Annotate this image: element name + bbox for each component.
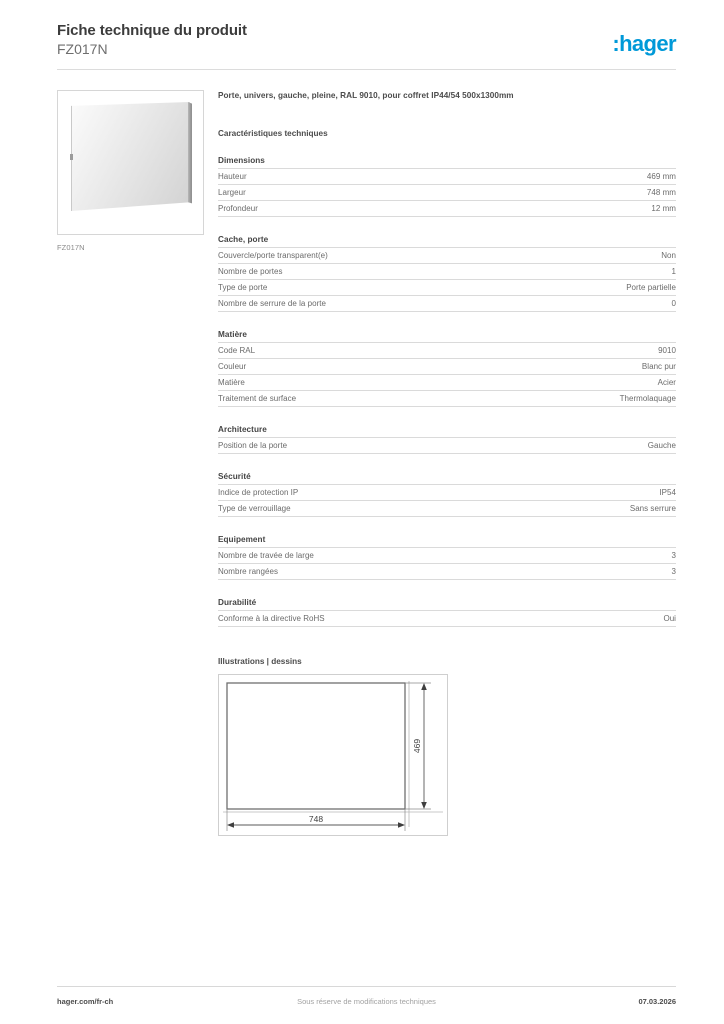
drawing-product-outline [227,683,405,809]
page-header [57,22,676,70]
page-title: Fiche technique du produit [57,22,247,39]
specification-group-title: Durabilité [218,598,257,607]
spec-value: 0 [671,299,676,308]
specification-group [218,535,676,580]
table-row [218,248,676,264]
specification-group [218,235,676,312]
specification-group [218,330,676,407]
table-row [218,564,676,580]
spec-label: Hauteur [218,172,247,181]
spec-label: Nombre de portes [218,267,283,276]
spec-value: Acier [657,378,676,387]
door-panel-face [71,102,190,211]
specifications-heading: Caractéristiques techniques [218,129,328,138]
spec-label: Nombre rangées [218,567,279,576]
technical-drawing [218,674,448,836]
table-row [218,169,676,185]
hager-logo: :hager [612,31,676,56]
spec-value: 469 mm [646,172,676,181]
table-row [218,548,676,564]
door-latch-marker [70,154,73,160]
spec-label: Conforme à la directive RoHS [218,614,325,623]
drawing-arrow-left [227,822,234,828]
spec-label: Couvercle/porte transparent(e) [218,251,328,260]
spec-label: Type de verrouillage [218,504,291,513]
spec-value: Thermolaquage [619,394,676,403]
product-description: Porte, univers, gauche, pleine, RAL 9010, pour coffret IP44/54 500x1300mm [218,91,514,100]
spec-value: 748 mm [646,188,676,197]
spec-value: IP54 [659,488,676,497]
specification-group [218,156,676,217]
table-row [218,375,676,391]
drawing-arrow-down [421,802,427,809]
specification-table [218,547,676,580]
footer-disclaimer: Sous réserve de modifications techniques [297,997,436,1006]
table-row [218,359,676,375]
spec-value: 9010 [658,346,676,355]
main-content [218,90,676,836]
specification-group-title: Dimensions [218,156,265,165]
spec-value: Gauche [647,441,676,450]
table-row [218,201,676,217]
spec-value: Oui [663,614,676,623]
door-panel-edge [188,102,192,211]
specification-group-title: Equipement [218,535,266,544]
specification-table [218,168,676,217]
spec-label: Matière [218,378,245,387]
spec-label: Couleur [218,362,247,371]
product-door-illustration [68,102,194,212]
spec-label: Type de porte [218,283,268,292]
table-row [218,296,676,312]
specification-table [218,437,676,454]
table-row [218,438,676,454]
table-row [218,501,676,517]
technical-drawing-svg [219,675,447,835]
specification-group-title: Matière [218,330,248,339]
drawing-arrow-up [421,683,427,690]
header-divider [57,69,676,70]
spec-label: Position de la porte [218,441,288,450]
spec-label: Nombre de travée de large [218,551,314,560]
specification-group-title: Architecture [218,425,267,434]
spec-value: 3 [671,551,676,560]
specification-group-title: Cache, porte [218,235,269,244]
spec-value: Porte partielle [626,283,676,292]
drawing-arrow-right [398,822,405,828]
footer-date: 07.03.2026 [638,997,676,1006]
specification-group [218,598,676,627]
product-image [57,90,204,235]
spec-label: Indice de protection IP [218,488,299,497]
illustrations-heading: Illustrations | dessins [218,657,302,666]
table-row [218,485,676,501]
spec-value: 1 [671,267,676,276]
product-reference: FZ017N [57,41,108,57]
spec-value: 3 [671,567,676,576]
specification-group [218,472,676,517]
spec-value: Non [661,251,676,260]
spec-label: Traitement de surface [218,394,297,403]
specification-table [218,484,676,517]
table-row [218,343,676,359]
table-row [218,391,676,407]
specification-table [218,610,676,627]
spec-value: Sans serrure [629,504,676,513]
product-image-caption: FZ017N [57,243,85,252]
footer-website[interactable]: hager.com/fr-ch [57,997,114,1006]
spec-value: 12 mm [651,204,676,213]
spec-label: Profondeur [218,204,258,213]
specification-table [218,247,676,312]
specification-group-title: Sécurité [218,472,251,481]
table-row [218,611,676,627]
drawing-height-label: 469 [412,738,422,754]
drawing-width-label: 748 [308,814,324,824]
spec-value: Blanc pur [641,362,676,371]
specification-table [218,342,676,407]
specification-group [218,425,676,454]
table-row [218,185,676,201]
specification-groups [218,156,676,627]
page-footer [57,997,676,1011]
spec-label: Nombre de serrure de la porte [218,299,327,308]
spec-label: Largeur [218,188,246,197]
footer-divider [57,986,676,987]
table-row [218,264,676,280]
table-row [218,280,676,296]
spec-label: Code RAL [218,346,256,355]
